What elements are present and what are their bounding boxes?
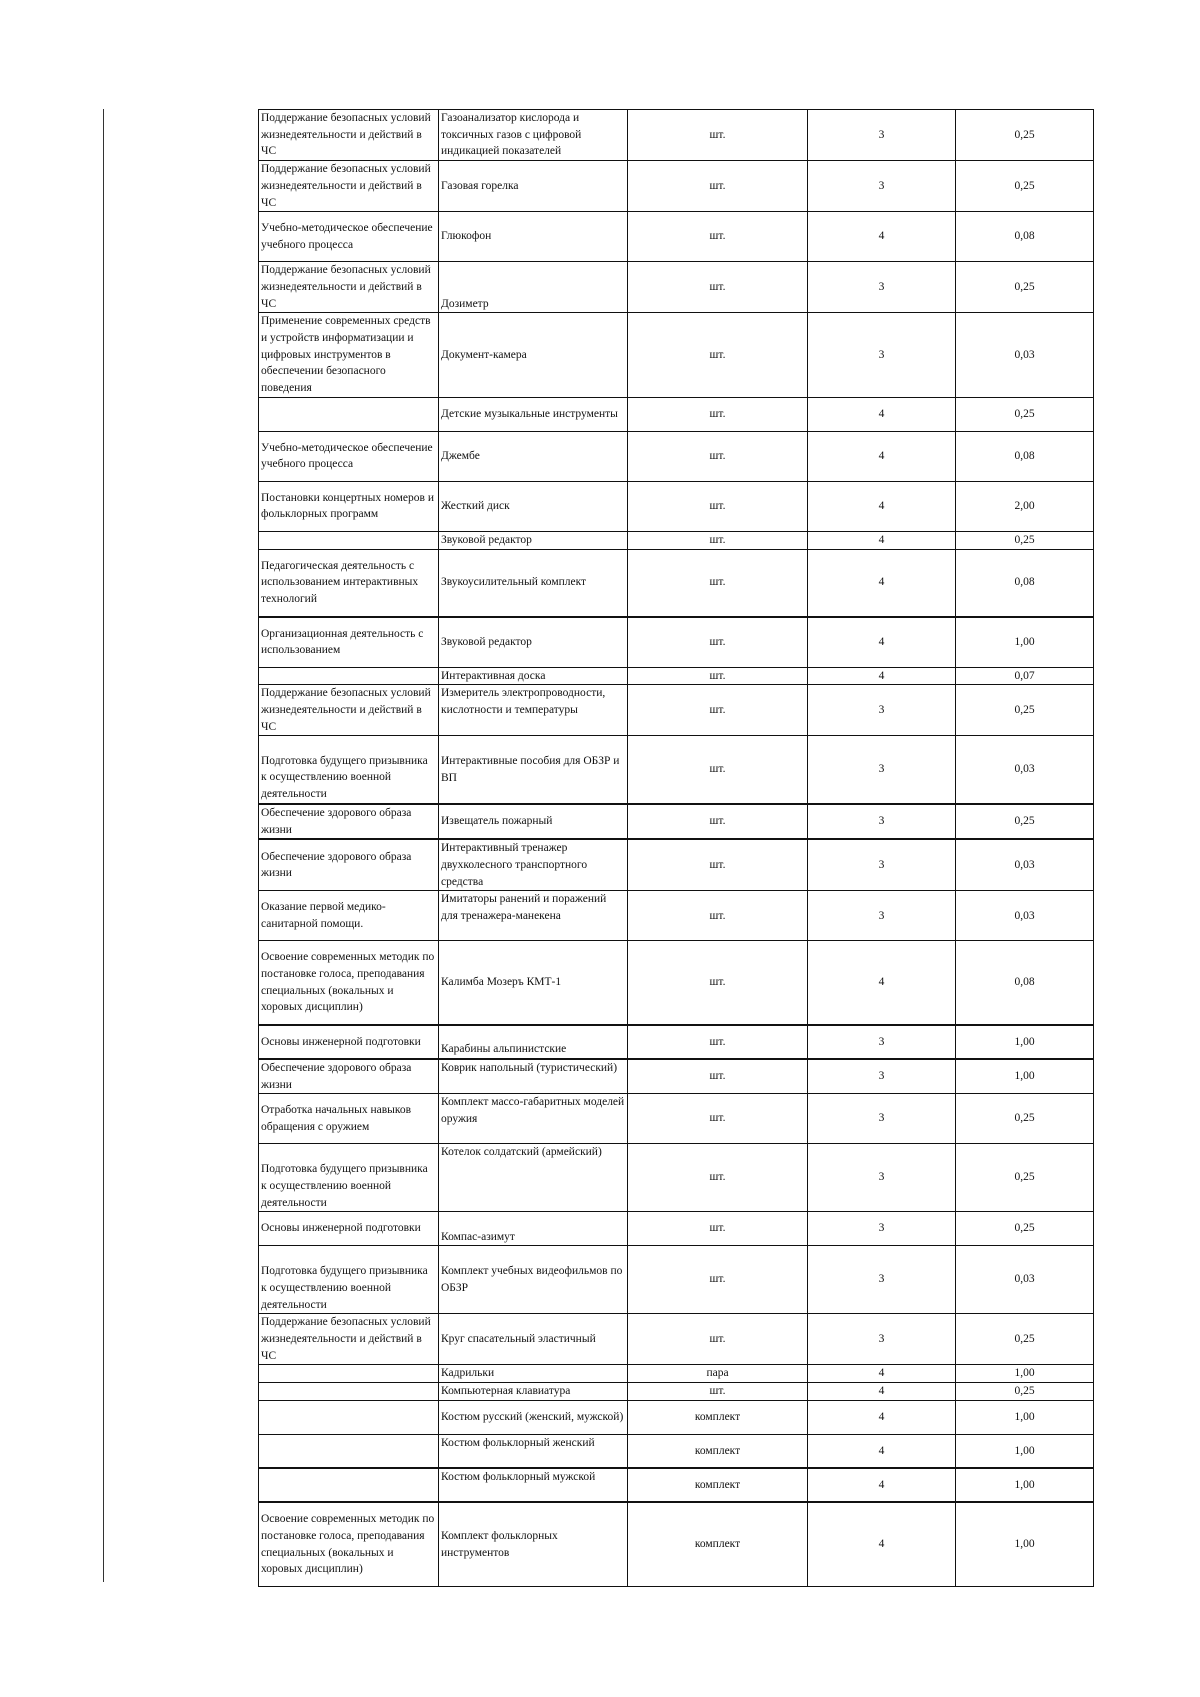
table-row [259,1365,1094,1383]
cell-area: Обеспечение здорового образа жизни [259,1059,439,1094]
cell-quantity: 4 [808,617,956,667]
cell-quantity: 3 [808,1314,956,1365]
cell-name: Звуковой редактор [439,531,628,549]
table-row [259,685,1094,736]
cell-name: Костюм фольклорный мужской [439,1468,628,1502]
cell-quantity: 4 [808,431,956,481]
cell-quantity: 4 [808,1365,956,1383]
table-row [259,1246,1094,1314]
cell-unit: шт. [628,1094,808,1144]
cell-quantity: 4 [808,212,956,262]
cell-area: Применение современных средств и устройств информатизации и цифровых инструментов в обеспечении безопасного поведения [259,313,439,398]
table-row [259,1025,1094,1059]
cell-unit: шт. [628,110,808,161]
cell-name: Извещатель пожарный [439,804,628,839]
cell-value: 0,25 [956,161,1094,212]
table-row [259,1383,1094,1401]
table-row [259,667,1094,685]
cell-value: 0,25 [956,685,1094,736]
cell-unit: шт. [628,1212,808,1246]
table-row [259,110,1094,161]
table-row [259,1434,1094,1468]
cell-value: 0,25 [956,110,1094,161]
cell-value: 0,25 [956,1383,1094,1401]
cell-name: Интерактивный тренажер двухколесного транспортного средства [439,839,628,891]
cell-value: 0,25 [956,1314,1094,1365]
cell-unit: шт. [628,397,808,431]
table-row [259,1468,1094,1502]
cell-unit: шт. [628,804,808,839]
cell-name: Котелок солдатский (армейский) [439,1144,628,1212]
cell-area [259,1365,439,1383]
cell-name: Жесткий диск [439,481,628,531]
cell-unit: шт. [628,431,808,481]
cell-area: Поддержание безопасных условий жизнедеятельности и действий в ЧС [259,685,439,736]
cell-area: Учебно-методическое обеспечение учебного процесса [259,431,439,481]
cell-value: 0,03 [956,736,1094,804]
cell-value: 0,03 [956,839,1094,891]
cell-quantity: 3 [808,1059,956,1094]
cell-area [259,667,439,685]
cell-area: Подготовка будущего призывника к осуществлению военной деятельности [259,736,439,804]
cell-quantity: 3 [808,1144,956,1212]
table-row [259,1502,1094,1586]
cell-unit: шт. [628,531,808,549]
table-row [259,549,1094,617]
cell-area [259,397,439,431]
cell-name: Имитаторы ранений и поражений для тренажера-манекена [439,891,628,941]
cell-unit: комплект [628,1502,808,1586]
table-row [259,212,1094,262]
cell-area: Освоение современных методик по постановке голоса, преподавания специальных (вокальных и хоровых дисциплин) [259,1502,439,1586]
cell-area: Обеспечение здорового образа жизни [259,839,439,891]
cell-value: 0,08 [956,431,1094,481]
cell-area: Подготовка будущего призывника к осуществлению военной деятельности [259,1246,439,1314]
cell-value: 0,25 [956,1212,1094,1246]
cell-area: Основы инженерной подготовки [259,1025,439,1059]
cell-unit: шт. [628,1144,808,1212]
cell-name: Глюкофон [439,212,628,262]
cell-quantity: 4 [808,1468,956,1502]
cell-value: 0,25 [956,1094,1094,1144]
cell-area: Постановки концертных номеров и фольклорных программ [259,481,439,531]
cell-unit: шт. [628,212,808,262]
cell-area: Оказание первой медико-санитарной помощи. [259,891,439,941]
cell-name: Комплект учебных видеофильмов по ОБЗР [439,1246,628,1314]
cell-name: Костюм фольклорный женский [439,1434,628,1468]
cell-quantity: 4 [808,667,956,685]
cell-area [259,1400,439,1434]
cell-name: Карабины альпинистские [439,1025,628,1059]
cell-name: Детские музыкальные инструменты [439,397,628,431]
cell-unit: комплект [628,1468,808,1502]
cell-name: Интерактивная доска [439,667,628,685]
cell-value: 0,25 [956,804,1094,839]
table-row [259,1059,1094,1094]
cell-name: Дозиметр [439,262,628,313]
cell-value: 1,00 [956,617,1094,667]
cell-name: Комплект массо-габаритных моделей оружия [439,1094,628,1144]
cell-quantity: 4 [808,1383,956,1401]
cell-quantity: 4 [808,397,956,431]
table-row [259,839,1094,891]
cell-unit: шт. [628,549,808,617]
equipment-table [258,109,1094,1587]
cell-unit: шт. [628,891,808,941]
cell-unit: шт. [628,262,808,313]
cell-value: 0,03 [956,313,1094,398]
cell-area: Освоение современных методик по постановке голоса, преподавания специальных (вокальных и хоровых дисциплин) [259,941,439,1025]
table-row [259,262,1094,313]
cell-unit: шт. [628,941,808,1025]
table-row [259,1400,1094,1434]
cell-unit: шт. [628,481,808,531]
cell-name: Документ-камера [439,313,628,398]
cell-quantity: 3 [808,161,956,212]
cell-area [259,1468,439,1502]
cell-value: 1,00 [956,1502,1094,1586]
cell-quantity: 4 [808,1502,956,1586]
table-row [259,531,1094,549]
cell-name: Джембе [439,431,628,481]
cell-unit: комплект [628,1400,808,1434]
cell-name: Газоанализатор кислорода и токсичных газов с цифровой индикацией показателей [439,110,628,161]
cell-quantity: 3 [808,1094,956,1144]
cell-name: Измеритель электропроводности, кислотности и температуры [439,685,628,736]
table-row [259,1314,1094,1365]
cell-unit: шт. [628,667,808,685]
cell-value: 1,00 [956,1400,1094,1434]
cell-value: 0,25 [956,531,1094,549]
cell-unit: шт. [628,1314,808,1365]
cell-quantity: 3 [808,110,956,161]
cell-unit: шт. [628,839,808,891]
cell-name: Газовая горелка [439,161,628,212]
cell-quantity: 3 [808,1246,956,1314]
cell-quantity: 3 [808,685,956,736]
cell-area: Обеспечение здорового образа жизни [259,804,439,839]
cell-quantity: 3 [808,804,956,839]
cell-name: Комплект фольклорных инструментов [439,1502,628,1586]
equipment-table-body [259,110,1094,1587]
cell-quantity: 3 [808,736,956,804]
cell-name: Круг спасательный эластичный [439,1314,628,1365]
cell-quantity: 4 [808,481,956,531]
table-row [259,1212,1094,1246]
cell-value: 0,07 [956,667,1094,685]
cell-quantity: 3 [808,839,956,891]
table-row [259,804,1094,839]
cell-area: Поддержание безопасных условий жизнедеятельности и действий в ЧС [259,161,439,212]
cell-unit: шт. [628,1025,808,1059]
cell-quantity: 4 [808,549,956,617]
cell-name: Кадрильки [439,1365,628,1383]
cell-unit: шт. [628,736,808,804]
cell-unit: шт. [628,1246,808,1314]
cell-quantity: 4 [808,531,956,549]
cell-value: 0,03 [956,891,1094,941]
cell-unit: шт. [628,1383,808,1401]
cell-area: Учебно-методическое обеспечение учебного процесса [259,212,439,262]
cell-area [259,1383,439,1401]
cell-value: 0,08 [956,941,1094,1025]
table-row [259,736,1094,804]
table-row [259,617,1094,667]
cell-quantity: 4 [808,1434,956,1468]
cell-value: 0,08 [956,549,1094,617]
cell-quantity: 4 [808,1400,956,1434]
cell-value: 0,03 [956,1246,1094,1314]
table-row [259,431,1094,481]
cell-area: Поддержание безопасных условий жизнедеятельности и действий в ЧС [259,262,439,313]
cell-value: 1,00 [956,1025,1094,1059]
cell-value: 1,00 [956,1468,1094,1502]
cell-unit: шт. [628,685,808,736]
cell-name: Звуковой редактор [439,617,628,667]
cell-area: Поддержание безопасных условий жизнедеятельности и действий в ЧС [259,1314,439,1365]
cell-area: Основы инженерной подготовки [259,1212,439,1246]
cell-name: Звукоусилительный комплект [439,549,628,617]
cell-value: 0,25 [956,262,1094,313]
cell-area [259,1434,439,1468]
table-row [259,161,1094,212]
cell-area: Поддержание безопасных условий жизнедеятельности и действий в ЧС [259,110,439,161]
cell-value: 0,25 [956,1144,1094,1212]
cell-unit: шт. [628,1059,808,1094]
cell-unit: шт. [628,617,808,667]
cell-quantity: 3 [808,1212,956,1246]
cell-name: Компьютерная клавиатура [439,1383,628,1401]
cell-unit: шт. [628,161,808,212]
cell-area: Организационная деятельность с использованием [259,617,439,667]
cell-area: Отработка начальных навыков обращения с оружием [259,1094,439,1144]
cell-quantity: 4 [808,941,956,1025]
table-row [259,481,1094,531]
cell-unit: пара [628,1365,808,1383]
table-row [259,1144,1094,1212]
cell-value: 1,00 [956,1365,1094,1383]
cell-value: 1,00 [956,1059,1094,1094]
cell-area: Педагогическая деятельность с использованием интерактивных технологий [259,549,439,617]
cell-name: Коврик напольный (туристический) [439,1059,628,1094]
cell-value: 0,25 [956,397,1094,431]
table-row [259,313,1094,398]
cell-name: Интерактивные пособия для ОБЗР и ВП [439,736,628,804]
cell-name: Калимба Мозеръ КМТ-1 [439,941,628,1025]
cell-quantity: 3 [808,891,956,941]
cell-unit: шт. [628,313,808,398]
table-row [259,1094,1094,1144]
cell-value: 2,00 [956,481,1094,531]
table-row [259,397,1094,431]
cell-name: Костюм русский (женский, мужской) [439,1400,628,1434]
cell-quantity: 3 [808,262,956,313]
cell-value: 0,08 [956,212,1094,262]
table-row [259,941,1094,1025]
cell-name: Компас-азимут [439,1212,628,1246]
cell-area [259,531,439,549]
cell-value: 1,00 [956,1434,1094,1468]
cell-area: Подготовка будущего призывника к осуществлению военной деятельности [259,1144,439,1212]
table-row [259,891,1094,941]
left-margin-line [103,109,104,1582]
cell-unit: комплект [628,1434,808,1468]
cell-quantity: 3 [808,313,956,398]
cell-quantity: 3 [808,1025,956,1059]
